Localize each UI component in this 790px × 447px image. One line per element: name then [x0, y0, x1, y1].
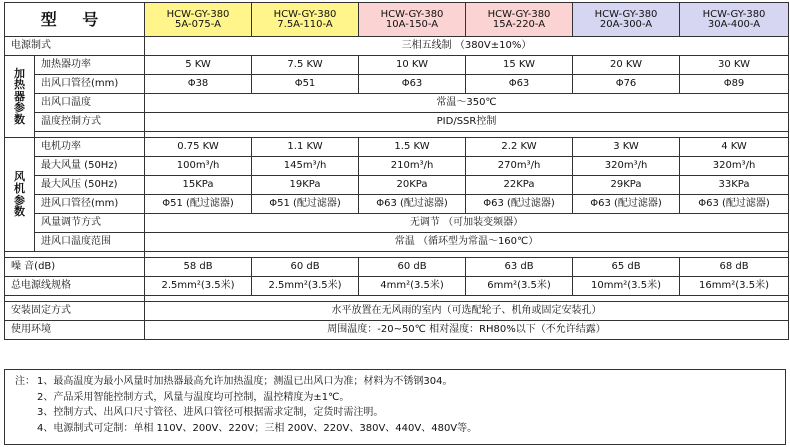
cell-value: Φ51 (配过滤器)	[145, 195, 252, 214]
cell-value: 68 dB	[680, 258, 789, 277]
row-label: 最大风量 (50Hz)	[35, 157, 145, 176]
group-char: 数	[14, 205, 25, 219]
cell-value: 100m³/h	[145, 157, 252, 176]
max-airflow-row	[5, 157, 789, 176]
cell-value: 65 dB	[573, 258, 680, 277]
cell-value: 22KPa	[466, 176, 573, 195]
cell-value: 60 dB	[252, 258, 359, 277]
row-label: 总电源线规格	[5, 277, 145, 296]
spec-table	[4, 2, 789, 340]
cell-value: 145m³/h	[252, 157, 359, 176]
cell-value: 4 KW	[680, 138, 789, 157]
note-text: 1、最高温度为最小风量时加热器最高允许加热温度；测温已出风口为准；材料为不锈钢304。	[37, 376, 453, 387]
cell-value: 10 KW	[359, 56, 466, 75]
model-title: 型 号	[40, 9, 109, 29]
group-char: 数	[14, 112, 25, 126]
model-line2: 10A-150-A	[385, 18, 439, 30]
row-label: 进风口温度范围	[35, 233, 145, 252]
cell-value: 29KPa	[573, 176, 680, 195]
cell-value: 1.5 KW	[359, 138, 466, 157]
cell-value: 2.5mm²(3.5米)	[145, 277, 252, 296]
row-label: 加热器功率	[35, 56, 145, 75]
row-label: 使用环境	[5, 321, 145, 340]
model-cell	[573, 3, 680, 37]
cell-value: 20KPa	[359, 176, 466, 195]
cell-value: Φ63 (配过滤器)	[466, 195, 573, 214]
span-value: PID/SSR控制	[145, 113, 789, 132]
span-value: 周围温度：-20~50℃ 相对湿度：RH80%以下（不允许结露）	[145, 321, 789, 340]
model-line1: HCW-GY-380	[594, 8, 658, 20]
outlet-diameter-row	[5, 75, 789, 94]
cable-row	[5, 277, 789, 296]
group-char: 热	[14, 78, 25, 92]
model-line2: 20A-300-A	[599, 18, 653, 30]
row-label: 噪 音(dB)	[5, 258, 145, 277]
model-line1: HCW-GY-380	[487, 8, 551, 20]
inlet-temp-row	[5, 233, 789, 252]
note-text: 4、电源制式可定制：单相 110V、200V、220V；三相 200V、220V、380V、440V、480V等。	[37, 422, 478, 434]
temp-control-row	[5, 113, 789, 132]
cell-value: Φ63	[466, 75, 573, 94]
cell-value: 63 dB	[466, 258, 573, 277]
cell-value: 60 dB	[359, 258, 466, 277]
cell-value: Φ63 (配过滤器)	[573, 195, 680, 214]
row-label: 出风口管径(mm)	[35, 75, 145, 94]
cell-value: 2.5mm²(3.5米)	[252, 277, 359, 296]
inlet-diameter-row	[5, 195, 789, 214]
cell-value: 33KPa	[680, 176, 789, 195]
cell-value: 4mm²(3.5米)	[359, 277, 466, 296]
model-cell	[252, 3, 359, 37]
span-value: 无调节 （可加装变频器）	[145, 214, 789, 233]
model-line2: 5A-075-A	[175, 18, 221, 30]
cell-value: 5 KW	[145, 56, 252, 75]
span-value: 常温 （循环型为常温～160℃）	[145, 233, 789, 252]
span-value: 三相五线制 （380V±10%）	[145, 37, 789, 56]
heater-group-label	[5, 56, 35, 138]
row-label: 电源制式	[5, 37, 145, 56]
note-line	[15, 421, 785, 437]
row-label: 温度控制方式	[35, 113, 145, 132]
cell-value: 270m³/h	[466, 157, 573, 176]
row-label: 最大风压 (50Hz)	[35, 176, 145, 195]
note-text: 2、产品采用智能控制方式，风量与温度均可控制，温控精度为±1℃。	[37, 391, 350, 403]
cell-value: 2.2 KW	[466, 138, 573, 157]
notes-prefix: 注：	[15, 376, 35, 387]
cell-value: 10mm²(3.5米)	[573, 277, 680, 296]
cell-value: Φ63	[359, 75, 466, 94]
model-line1: HCW-GY-380	[702, 8, 766, 20]
cell-value: 20 KW	[573, 56, 680, 75]
noise-row	[5, 258, 789, 277]
group-char: 器	[14, 89, 25, 103]
model-cell	[466, 3, 573, 37]
cell-value: 320m³/h	[680, 157, 789, 176]
model-cell	[680, 3, 789, 37]
cell-value: 1.1 KW	[252, 138, 359, 157]
row-label: 安装固定方式	[5, 302, 145, 321]
cell-value: 3 KW	[573, 138, 680, 157]
cell-value: 15KPa	[145, 176, 252, 195]
row-label: 风量调节方式	[35, 214, 145, 233]
notes-box	[4, 369, 786, 445]
model-line1: HCW-GY-380	[166, 8, 230, 20]
span-value: 常温～350℃	[145, 94, 789, 113]
power-system-row	[5, 37, 789, 56]
model-line2: 30A-400-A	[707, 18, 761, 30]
group-char: 加	[14, 66, 25, 80]
model-title-cell	[5, 3, 145, 37]
cell-value: 210m³/h	[359, 157, 466, 176]
model-cell	[359, 3, 466, 37]
group-char: 参	[14, 193, 25, 207]
cell-value: 0.75 KW	[145, 138, 252, 157]
note-text: 3、控制方式、出风口尺寸管径、进风口管径可根据需求定制，定货时需注明。	[37, 407, 384, 418]
cell-value: 19KPa	[252, 176, 359, 195]
air-adjust-row	[5, 214, 789, 233]
cell-value: Φ63 (配过滤器)	[680, 195, 789, 214]
max-pressure-row	[5, 176, 789, 195]
environment-row	[5, 321, 789, 340]
fan-group-label	[5, 138, 35, 252]
note-line	[15, 390, 785, 406]
model-header-row	[5, 3, 789, 37]
row-label: 出风口温度	[35, 94, 145, 113]
model-cell	[145, 3, 252, 37]
group-char: 风	[14, 170, 25, 184]
cell-value: 7.5 KW	[252, 56, 359, 75]
model-line1: HCW-GY-380	[273, 8, 337, 20]
cell-value: Φ89	[680, 75, 789, 94]
model-line2: 7.5A-110-A	[277, 18, 333, 30]
cell-value: 320m³/h	[573, 157, 680, 176]
model-line2: 15A-220-A	[492, 18, 546, 30]
outlet-temp-row	[5, 94, 789, 113]
motor-power-row	[5, 138, 789, 157]
cell-value: 58 dB	[145, 258, 252, 277]
cell-value: 6mm²(3.5米)	[466, 277, 573, 296]
group-char: 参	[14, 101, 25, 115]
cell-value: Φ63 (配过滤器)	[359, 195, 466, 214]
row-label: 进风口管径(mm)	[35, 195, 145, 214]
group-char: 机	[14, 181, 25, 195]
cell-value: Φ76	[573, 75, 680, 94]
note-line	[15, 374, 785, 390]
heater-power-row	[5, 56, 789, 75]
span-value: 水平放置在无风雨的室内（可选配轮子、机角或固定安装孔）	[145, 302, 789, 321]
row-label: 电机功率	[35, 138, 145, 157]
note-line	[15, 405, 785, 421]
cell-value: Φ38	[145, 75, 252, 94]
cell-value: 16mm²(3.5米)	[680, 277, 789, 296]
cell-value: 15 KW	[466, 56, 573, 75]
cell-value: 30 KW	[680, 56, 789, 75]
cell-value: Φ51 (配过滤器)	[252, 195, 359, 214]
cell-value: Φ51	[252, 75, 359, 94]
install-row	[5, 302, 789, 321]
model-line1: HCW-GY-380	[380, 8, 444, 20]
